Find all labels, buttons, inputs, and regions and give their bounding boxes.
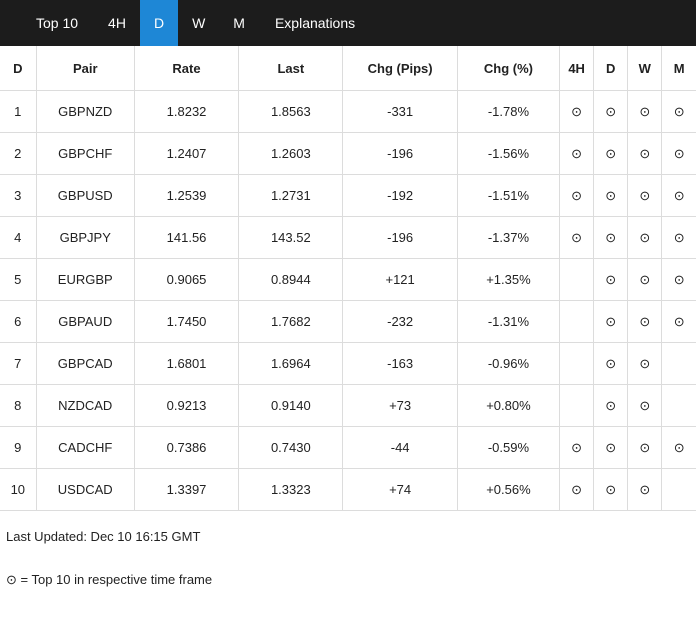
- top10-marker-icon: ⊙: [639, 188, 651, 203]
- cell-rate: 1.2407: [134, 133, 238, 175]
- column-header-0: D: [0, 46, 36, 91]
- top-navigation-bar: [0, 0, 696, 46]
- top10-marker-icon: ⊙: [605, 146, 617, 161]
- table-row: [0, 175, 696, 217]
- column-header-3: Last: [239, 46, 343, 91]
- cell-rate: 141.56: [134, 217, 238, 259]
- cell-flag-w: [628, 133, 662, 175]
- cell-last: 1.2603: [239, 133, 343, 175]
- cell-rate: 1.3397: [134, 469, 238, 511]
- cell-rate: 0.9213: [134, 385, 238, 427]
- cell-flag-m: [662, 469, 696, 511]
- cell-pair: GBPAUD: [36, 301, 134, 343]
- cell-flag-d: [594, 469, 628, 511]
- top10-marker-icon: ⊙: [673, 104, 685, 119]
- cell-flag-w: [628, 91, 662, 133]
- cell-last: 1.6964: [239, 343, 343, 385]
- cell-idx: 3: [0, 175, 36, 217]
- nav-item-m[interactable]: M: [233, 15, 245, 31]
- cell-idx: 5: [0, 259, 36, 301]
- last-updated-text: Last Updated: Dec 10 16:15 GMT: [6, 529, 201, 544]
- cell-flag-d: [594, 427, 628, 469]
- table-row: [0, 343, 696, 385]
- cell-last: 143.52: [239, 217, 343, 259]
- table-row: [0, 91, 696, 133]
- cell-last: 1.2731: [239, 175, 343, 217]
- cell-pips: -232: [343, 301, 457, 343]
- cell-flag-4h: [560, 343, 594, 385]
- column-header-7: D: [594, 46, 628, 91]
- cell-pips: -196: [343, 217, 457, 259]
- cell-pct: +0.80%: [457, 385, 559, 427]
- nav-item-w[interactable]: W: [192, 15, 206, 31]
- cell-flag-4h: [560, 427, 594, 469]
- column-header-5: Chg (%): [457, 46, 559, 91]
- cell-rate: 1.2539: [134, 175, 238, 217]
- cell-pct: -1.56%: [457, 133, 559, 175]
- table-header-row: [0, 46, 696, 91]
- nav-item-4h[interactable]: 4H: [108, 15, 126, 31]
- cell-pair: GBPNZD: [36, 91, 134, 133]
- top10-marker-icon: ⊙: [639, 440, 651, 455]
- cell-flag-m: [662, 385, 696, 427]
- top10-marker-icon: ⊙: [605, 398, 617, 413]
- top10-marker-icon: ⊙: [673, 314, 685, 329]
- top10-marker-icon: ⊙: [571, 188, 583, 203]
- column-header-8: W: [628, 46, 662, 91]
- table-header: [0, 46, 696, 91]
- top10-marker-icon: ⊙: [605, 272, 617, 287]
- cell-flag-4h: [560, 385, 594, 427]
- cell-last: 1.7682: [239, 301, 343, 343]
- legend-text: ⊙ = Top 10 in respective time frame: [6, 572, 213, 587]
- cell-pair: GBPJPY: [36, 217, 134, 259]
- cell-pips: -196: [343, 133, 457, 175]
- cell-flag-d: [594, 91, 628, 133]
- cell-flag-m: [662, 427, 696, 469]
- cell-flag-m: [662, 91, 696, 133]
- cell-pair: EURGBP: [36, 259, 134, 301]
- column-header-9: M: [662, 46, 696, 91]
- table-row: [0, 469, 696, 511]
- top10-marker-icon: ⊙: [571, 146, 583, 161]
- top10-marker-icon: ⊙: [639, 482, 651, 497]
- cell-flag-w: [628, 469, 662, 511]
- nav-item-explanations[interactable]: Explanations: [274, 15, 356, 31]
- table-row: [0, 301, 696, 343]
- cell-idx: 6: [0, 301, 36, 343]
- footer-notes: [0, 511, 696, 588]
- table-row: [0, 427, 696, 469]
- cell-flag-m: [662, 259, 696, 301]
- cell-flag-4h: [560, 259, 594, 301]
- top10-marker-icon: ⊙: [639, 146, 651, 161]
- cell-flag-d: [594, 217, 628, 259]
- cell-pct: -0.96%: [457, 343, 559, 385]
- cell-pair: CADCHF: [36, 427, 134, 469]
- cell-last: 1.3323: [239, 469, 343, 511]
- cell-pips: -44: [343, 427, 457, 469]
- cell-rate: 1.8232: [134, 91, 238, 133]
- cell-flag-d: [594, 343, 628, 385]
- cell-flag-4h: [560, 301, 594, 343]
- table-row: [0, 385, 696, 427]
- cell-flag-4h: [560, 469, 594, 511]
- cell-flag-w: [628, 301, 662, 343]
- cell-flag-m: [662, 217, 696, 259]
- cell-flag-d: [594, 175, 628, 217]
- top10-marker-icon: ⊙: [605, 188, 617, 203]
- cell-last: 0.7430: [239, 427, 343, 469]
- top10-marker-icon: ⊙: [639, 230, 651, 245]
- cell-pct: -1.51%: [457, 175, 559, 217]
- top10-marker-icon: ⊙: [673, 272, 685, 287]
- cell-flag-m: [662, 301, 696, 343]
- cell-flag-m: [662, 343, 696, 385]
- top10-marker-icon: ⊙: [571, 104, 583, 119]
- cell-flag-w: [628, 427, 662, 469]
- top10-marker-icon: ⊙: [605, 230, 617, 245]
- cell-pips: -331: [343, 91, 457, 133]
- cell-pct: -1.31%: [457, 301, 559, 343]
- cell-idx: 9: [0, 427, 36, 469]
- column-header-2: Rate: [134, 46, 238, 91]
- top10-marker-icon: ⊙: [673, 146, 685, 161]
- cell-idx: 1: [0, 91, 36, 133]
- cell-flag-4h: [560, 133, 594, 175]
- cell-pct: +1.35%: [457, 259, 559, 301]
- nav-item-top-10[interactable]: Top 10: [36, 15, 79, 31]
- cell-last: 0.8944: [239, 259, 343, 301]
- cell-idx: 2: [0, 133, 36, 175]
- cell-pips: -192: [343, 175, 457, 217]
- column-header-6: 4H: [560, 46, 594, 91]
- top10-marker-icon: ⊙: [605, 482, 617, 497]
- cell-rate: 0.7386: [134, 427, 238, 469]
- table-row: [0, 133, 696, 175]
- cell-rate: 0.9065: [134, 259, 238, 301]
- top10-marker-icon: ⊙: [639, 272, 651, 287]
- cell-idx: 7: [0, 343, 36, 385]
- top10-marker-icon: ⊙: [605, 314, 617, 329]
- top10-marker-icon: ⊙: [605, 104, 617, 119]
- cell-flag-m: [662, 175, 696, 217]
- cell-pair: GBPCAD: [36, 343, 134, 385]
- cell-pct: -1.78%: [457, 91, 559, 133]
- table-row: [0, 217, 696, 259]
- cell-pair: GBPUSD: [36, 175, 134, 217]
- cell-rate: 1.6801: [134, 343, 238, 385]
- currency-pairs-table: [0, 46, 696, 511]
- cell-flag-w: [628, 259, 662, 301]
- cell-flag-d: [594, 301, 628, 343]
- cell-last: 0.9140: [239, 385, 343, 427]
- cell-flag-4h: [560, 175, 594, 217]
- cell-pct: -0.59%: [457, 427, 559, 469]
- currency-pairs-table-container: [0, 46, 696, 511]
- top10-marker-icon: ⊙: [571, 482, 583, 497]
- top10-marker-icon: ⊙: [571, 440, 583, 455]
- table-row: [0, 259, 696, 301]
- cell-pips: -163: [343, 343, 457, 385]
- top10-marker-icon: ⊙: [605, 440, 617, 455]
- table-body: [0, 91, 696, 511]
- cell-flag-d: [594, 259, 628, 301]
- column-header-4: Chg (Pips): [343, 46, 457, 91]
- cell-flag-w: [628, 175, 662, 217]
- cell-flag-w: [628, 343, 662, 385]
- cell-pair: GBPCHF: [36, 133, 134, 175]
- top10-marker-icon: ⊙: [639, 104, 651, 119]
- column-header-1: Pair: [36, 46, 134, 91]
- cell-flag-w: [628, 217, 662, 259]
- cell-rate: 1.7450: [134, 301, 238, 343]
- cell-last: 1.8563: [239, 91, 343, 133]
- cell-flag-4h: [560, 217, 594, 259]
- cell-pair: NZDCAD: [36, 385, 134, 427]
- top10-marker-icon: ⊙: [639, 356, 651, 371]
- top10-marker-icon: ⊙: [673, 230, 685, 245]
- top10-marker-icon: ⊙: [673, 188, 685, 203]
- cell-flag-d: [594, 133, 628, 175]
- top10-marker-icon: ⊙: [639, 314, 651, 329]
- cell-pct: -1.37%: [457, 217, 559, 259]
- cell-pips: +73: [343, 385, 457, 427]
- cell-flag-d: [594, 385, 628, 427]
- top10-marker-icon: ⊙: [605, 356, 617, 371]
- cell-pips: +74: [343, 469, 457, 511]
- cell-pips: +121: [343, 259, 457, 301]
- top10-marker-icon: ⊙: [639, 398, 651, 413]
- top10-marker-icon: ⊙: [571, 230, 583, 245]
- nav-item-d[interactable]: D: [140, 0, 178, 46]
- cell-flag-4h: [560, 91, 594, 133]
- cell-flag-w: [628, 385, 662, 427]
- cell-pct: +0.56%: [457, 469, 559, 511]
- cell-idx: 10: [0, 469, 36, 511]
- top10-marker-icon: ⊙: [673, 440, 685, 455]
- cell-flag-m: [662, 133, 696, 175]
- cell-idx: 8: [0, 385, 36, 427]
- cell-idx: 4: [0, 217, 36, 259]
- cell-pair: USDCAD: [36, 469, 134, 511]
